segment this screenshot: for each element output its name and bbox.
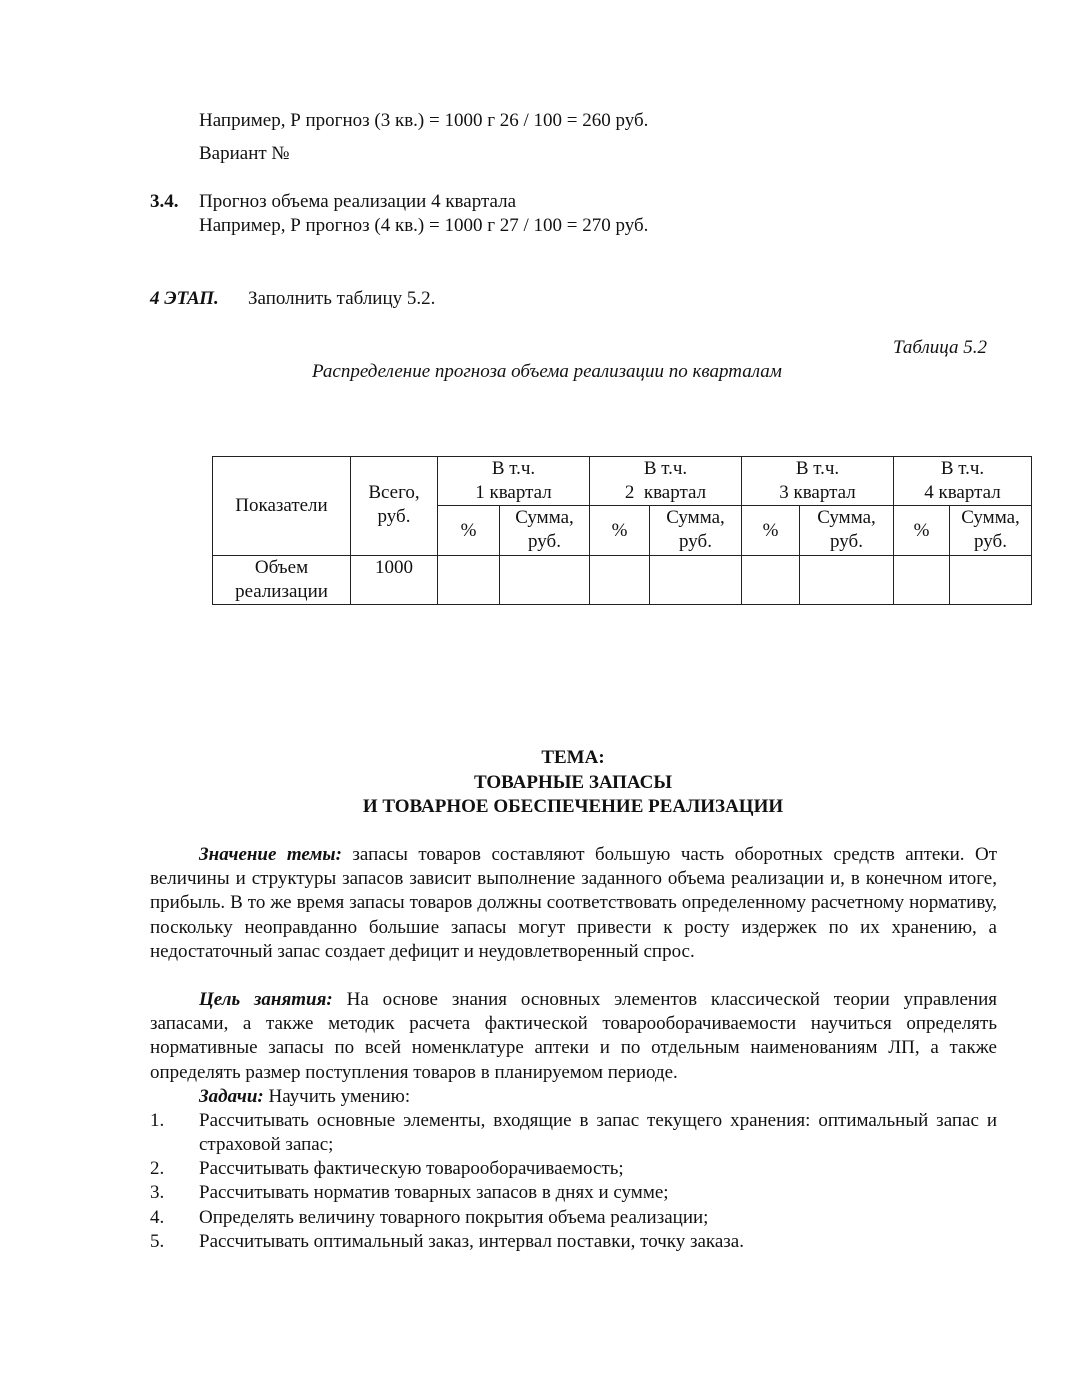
header-q2-sum: Сумма, руб. bbox=[650, 506, 742, 556]
stage-4-label: 4 ЭТАП. bbox=[150, 288, 219, 309]
header-total: Всего, руб. bbox=[351, 457, 438, 556]
task-number: 4. bbox=[150, 1207, 165, 1228]
cell-q1-sum bbox=[500, 556, 590, 605]
example-q3-line: Например, Р прогноз (3 кв.) = 1000 г 26 / 100 = 260 руб. bbox=[199, 110, 649, 131]
task-number: 2. bbox=[150, 1158, 165, 1179]
tasks-heading bbox=[199, 1085, 410, 1109]
cell-q3-sum bbox=[800, 556, 894, 605]
task-number: 3. bbox=[150, 1182, 165, 1203]
table-number: Таблица 5.2 bbox=[893, 337, 987, 358]
header-q4-sum: Сумма, руб. bbox=[950, 506, 1032, 556]
header-q3-sum: Сумма, руб. bbox=[800, 506, 894, 556]
variant-line: Вариант № bbox=[199, 143, 290, 164]
row-label-sales-volume: Объем реализации bbox=[213, 556, 351, 605]
cell-q1-percent bbox=[438, 556, 500, 605]
header-q1-percent: % bbox=[438, 506, 500, 556]
header-indicators: Показатели bbox=[213, 457, 351, 556]
significance-text: запасы товаров составляют большую часть оборотных средств аптеки. От величины и структуры запасов зависит выполнение заданного объема реализации и, в конечном итоге, прибыль. В то же время запасы товаров должны соответствовать определенному расчетному нормативу, поскольку неоправданно большие запасы могут привести к росту издержек по их хранению, а недостаточный запас создает дефицит и неудовлетворенный спрос. bbox=[150, 844, 998, 962]
goal-label: Цель занятия: bbox=[199, 989, 333, 1010]
significance-paragraph bbox=[150, 843, 997, 964]
header-q2-percent: % bbox=[590, 506, 650, 556]
task-text: Рассчитывать основные элементы, входящие в запас текущего хранения: оптимальный запас и страховой запас; bbox=[199, 1110, 997, 1156]
cell-q4-sum bbox=[950, 556, 1032, 605]
table-caption: Распределение прогноза объема реализации по кварталам bbox=[312, 361, 782, 382]
cell-q2-sum bbox=[650, 556, 742, 605]
section-3-4-title: Прогноз объема реализации 4 квартала bbox=[199, 191, 517, 212]
topic-title-line-1: ТОВАРНЫЕ ЗАПАСЫ bbox=[473, 772, 673, 793]
row-total-value: 1000 bbox=[351, 556, 438, 605]
goal-paragraph bbox=[150, 988, 997, 1085]
topic-title-line-2: И ТОВАРНОЕ ОБЕСПЕЧЕНИЕ РЕАЛИЗАЦИИ bbox=[362, 796, 784, 817]
example-q4-line: Например, Р прогноз (4 кв.) = 1000 г 27 / 100 = 270 руб. bbox=[199, 215, 649, 236]
stage-4-text: Заполнить таблицу 5.2. bbox=[248, 288, 436, 309]
section-3-4-number: 3.4. bbox=[150, 191, 179, 212]
significance-label: Значение темы: bbox=[199, 844, 342, 865]
cell-q3-percent bbox=[742, 556, 800, 605]
topic-label: ТЕМА: bbox=[541, 747, 605, 768]
header-quarter-2: В т.ч. 2 квартал bbox=[590, 457, 742, 506]
header-quarter-1: В т.ч. 1 квартал bbox=[438, 457, 590, 506]
tasks-label: Задачи: bbox=[199, 1086, 264, 1107]
cell-q2-percent bbox=[590, 556, 650, 605]
task-text: Рассчитывать оптимальный заказ, интервал поставки, точку заказа. bbox=[199, 1231, 744, 1252]
cell-q4-percent bbox=[894, 556, 950, 605]
task-number: 5. bbox=[150, 1231, 165, 1252]
header-q1-sum: Сумма, руб. bbox=[500, 506, 590, 556]
task-text: Рассчитывать норматив товарных запасов в днях и сумме; bbox=[199, 1182, 669, 1203]
forecast-distribution-table bbox=[212, 456, 1032, 605]
header-q4-percent: % bbox=[894, 506, 950, 556]
tasks-intro: Научить умению: bbox=[268, 1086, 411, 1107]
task-text: Рассчитывать фактическую товарооборачиваемость; bbox=[199, 1158, 624, 1179]
header-q3-percent: % bbox=[742, 506, 800, 556]
header-quarter-4: В т.ч. 4 квартал bbox=[894, 457, 1032, 506]
header-quarter-3: В т.ч. 3 квартал bbox=[742, 457, 894, 506]
task-number: 1. bbox=[150, 1110, 165, 1131]
task-text: Определять величину товарного покрытия объема реализации; bbox=[199, 1207, 709, 1228]
goal-text: На основе знания основных элементов классической теории управления запасами, а также методик расчета фактической товарооборачиваемости научиться определять нормативные запасы по всей номенклатуре аптеки и по отдельным наименованиям ЛП, а также определять размер поступления товаров в планируемом периоде. bbox=[150, 989, 997, 1083]
